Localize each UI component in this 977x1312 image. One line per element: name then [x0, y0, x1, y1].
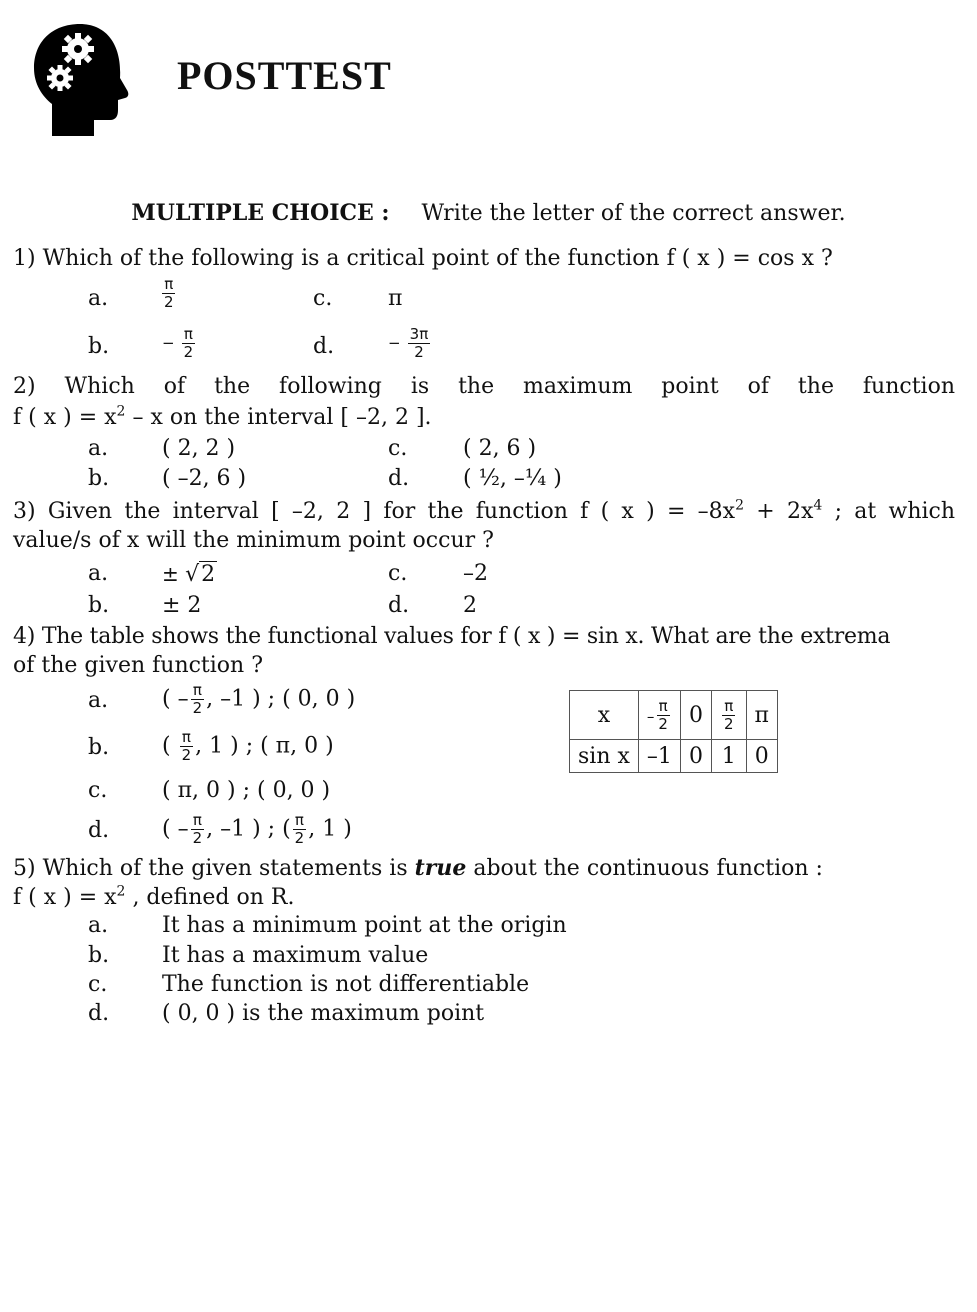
q5-option-d: d. ( 0, 0 ) is the maximum point: [88, 1001, 485, 1026]
question-3-line-2: value/s of x will the minimum point occur ?: [13, 528, 494, 553]
q4-c-value: ( π, 0 ) ; ( 0, 0 ): [162, 778, 331, 803]
q3-c-value: –2: [463, 561, 488, 586]
table-header-sinx: sin x: [570, 740, 639, 773]
page-title: POSTTEST: [177, 53, 392, 98]
question-3-line-1: 3) Given the interval [ –2, 2 ] for the function f ( x ) = $-8x^2 + 2x^4$ ; at which: [13, 497, 956, 524]
q1-a-label: a.: [88, 286, 109, 311]
table-cell: 1: [711, 740, 746, 773]
q2-d-value: ( ½, –¼ ): [463, 466, 562, 491]
q3-b-value: ± 2: [162, 593, 202, 618]
q5-option-b: b. It has a maximum value: [88, 943, 429, 968]
table-cell: 0: [680, 740, 711, 773]
table-cell: $\frac{\pi}{2}$: [711, 691, 746, 740]
q5-d-value: ( 0, 0 ) is the maximum point: [162, 1001, 485, 1026]
q1-c-value: π: [388, 286, 403, 311]
q5-option-c: c. The function is not differentiable: [88, 972, 530, 997]
q2-a-value: ( 2, 2 ): [162, 436, 236, 461]
q3-a-value: ± √2: [162, 562, 216, 587]
question-5-line-2: f ( x ) = $x^2$ , defined on R.: [13, 883, 295, 910]
q4-option-b: b. ( $\frac{\pi}{2}$ , 1 ) ; ( π, 0 ): [88, 728, 334, 764]
q4-d-label: d.: [88, 818, 110, 843]
q1-c-label: c.: [313, 286, 333, 311]
table-cell: 0: [680, 691, 711, 740]
table-row: [570, 740, 778, 773]
table-cell: –1: [638, 740, 680, 773]
q4-a-label: a.: [88, 688, 109, 713]
table-cell: – $\frac{\pi}{2}$: [638, 691, 680, 740]
q4-c-label: c.: [88, 778, 108, 803]
instructions-text: Write the letter of the correct answer.: [421, 201, 846, 226]
q3-a-label: a.: [88, 561, 109, 586]
q1-d-option: − $\frac{3\pi}{2}$: [388, 325, 429, 361]
q1-b-option: − $\frac{\pi}{2}$: [162, 325, 194, 361]
q1-b-label: b.: [88, 334, 110, 359]
question-4-line-2: of the given function ?: [13, 653, 264, 678]
q3-d-value: 2: [463, 593, 477, 618]
q2-c-label: c.: [388, 436, 408, 461]
q4-b-label: b.: [88, 735, 110, 760]
q1-row-ac: [0, 276, 977, 316]
instructions-type: MULTIPLE CHOICE :: [131, 200, 390, 226]
sin-values-table: [569, 690, 778, 773]
table-cell: π: [746, 691, 777, 740]
question-2-line-1: 2) Which of the following is the maximum point of the function: [13, 374, 955, 399]
q4-option-a: a. ( – $\frac{\pi}{2}$ , –1 ) ; ( 0, 0 ): [88, 681, 356, 717]
q2-d-label: d.: [388, 466, 410, 491]
q1-d-label: d.: [313, 334, 335, 359]
table-cell: 0: [746, 740, 777, 773]
q3-d-label: d.: [388, 593, 410, 618]
q5-c-value: The function is not differentiable: [162, 972, 530, 997]
question-5-line-1: 5) Which of the given statements is true about the continuous function :: [13, 855, 823, 881]
q1-row-bd: [0, 324, 977, 364]
q5-b-value: It has a maximum value: [162, 943, 429, 968]
q2-b-value: ( –2, 6 ): [162, 466, 247, 491]
head-gears-icon: [30, 22, 134, 138]
q1-a-fraction: $\frac{\pi}{2}$: [164, 275, 174, 311]
q5-option-a: a. It has a minimum point at the origin: [88, 913, 567, 938]
q4-option-d: d. ( – $\frac{\pi}{2}$ , –1 ) ; ( $\frac{\pi}{2}$ , 1 ): [88, 811, 352, 847]
q2-c-value: ( 2, 6 ): [463, 436, 537, 461]
instructions: [0, 200, 977, 226]
table-header-x: x: [570, 691, 639, 740]
q5-a-value: It has a minimum point at the origin: [162, 913, 567, 938]
q2-b-label: b.: [88, 466, 110, 491]
q3-c-label: c.: [388, 561, 408, 586]
q3-b-label: b.: [88, 593, 110, 618]
question-4-line-1: 4) The table shows the functional values for f ( x ) = sin x. What are the extrema: [13, 624, 891, 649]
question-1: 1) Which of the following is a critical point of the function f ( x ) = cos x ?: [13, 246, 833, 271]
q2-a-label: a.: [88, 436, 109, 461]
question-2-line-2: f ( x ) = $x^2$ – x on the interval [ –2, 2 ].: [13, 403, 432, 430]
table-row: [570, 691, 778, 740]
